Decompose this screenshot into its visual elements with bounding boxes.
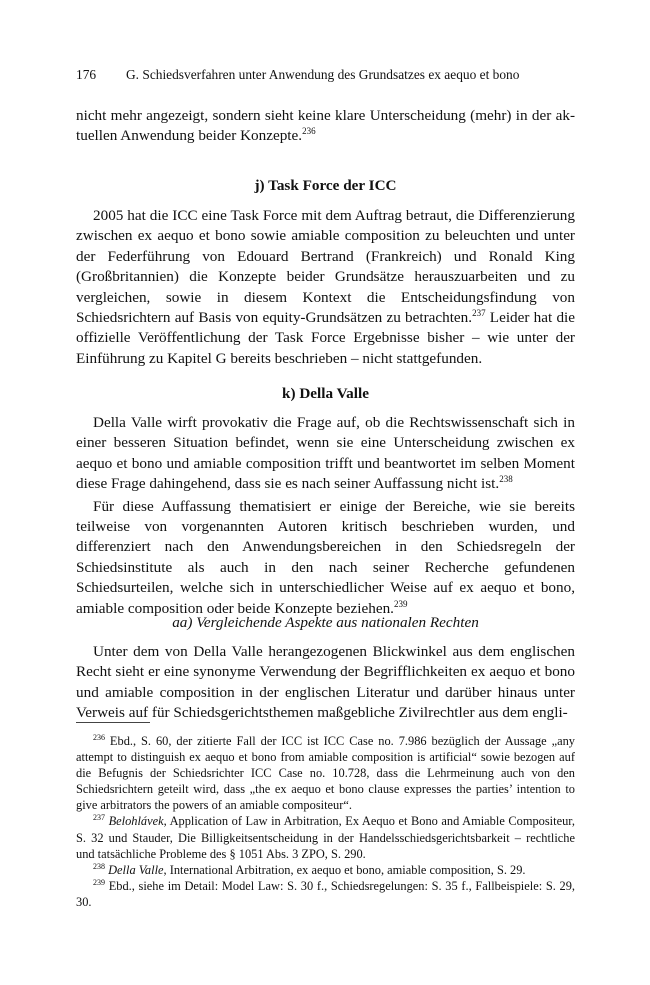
- section-j-text-continued: Leider hat die offizielle Veröffentlichung der Task Force Ergebnisse bisher – wie unter der Einführung zu Kapitel G bereits beschrieben – nicht stattgefunden.: [76, 309, 575, 367]
- section-aa: [76, 613, 575, 633]
- section-aa-heading: aa) Vergleichende Aspekte aus nationalen Rechten: [172, 614, 479, 631]
- footnote-text: Ebd., S. 60, der zitierte Fall der ICC ist ICC Case no. 7.986 bezüglich der Aussage „any attempt to distinguish ex aequo et bono from amiable composition is artificial“ sowie bezogen auf die Befugnis der Schiedsrichter ICC Case no. 10.728, dass die Lehrmeinung auch von den Schiedsrichtern geteilt wird, dass „the ex aequo et bono clause expresses the parties’ intention to give arbitrators the powers of an amiable compositeur“.: [76, 734, 575, 813]
- intro-paragraph-block: [76, 106, 575, 147]
- section-j-body: [76, 206, 575, 369]
- footnote-text: , International Arbitration, ex aequo et bono, amiable composition, S. 29.: [163, 862, 526, 877]
- footnote-author: Belohlávek: [108, 814, 164, 829]
- footnote-number: 237: [93, 813, 105, 823]
- footnote-number: 239: [93, 877, 105, 887]
- footnote-ref-237: 237: [472, 308, 486, 319]
- section-j-paragraph: [76, 206, 575, 369]
- section-k-paragraph-1: [76, 413, 575, 495]
- footnote-236: [76, 733, 575, 813]
- footnote-author: Della Valle: [108, 862, 164, 877]
- section-k-body: [76, 413, 575, 619]
- footnote-text: Ebd., siehe im Detail: Model Law: S. 30 f., Schiedsregelungen: S. 35 f., Fallbeispiele: S. 29, 30.: [76, 878, 575, 909]
- footnote-ref-239: 239: [393, 598, 408, 609]
- section-k: [76, 384, 575, 404]
- section-j-text: 2005 hat die ICC eine Task Force mit dem Auftrag betraut, die Differenzierung zwischen ex aequo et bono sowie amiable composition zu beleuchten und unter der Federführung von Edouard Bertrand (Frankreich) und Ronald King (Großbritannien) die Konzepte beider Grundsätze herauszuarbeiten und zu vergleichen, sowie in diesem Kontext die Entscheidungsfindung von Schiedsrichtern auf Basis von equity-Grundsätzen zu betrachten.: [76, 207, 575, 327]
- footnotes: [76, 733, 575, 910]
- section-aa-body: [76, 642, 575, 724]
- footnote-number: 238: [93, 861, 105, 871]
- footnote-237: [76, 813, 575, 861]
- intro-paragraph: [76, 106, 575, 147]
- footnote-text: , Application of Law in Arbitration, Ex Aequo et Bono and Amiable Compositeur, S. 32 und Stauder, Die Billigkeitsentscheidung in der Handelsschiedsgerichtsbarkeit – rechtliche und tatsächliche Probleme des § 1051 Abs. 3 ZPO, S. 290.: [76, 814, 575, 861]
- intro-text: nicht mehr angezeigt, sondern sieht keine klare Unterscheidung (mehr) in der aktuellen Anwendung beider Konzepte.: [76, 107, 575, 145]
- footnote-separator: [76, 722, 150, 723]
- section-k-heading: k) Della Valle: [282, 385, 369, 402]
- footnote-238: [76, 862, 575, 878]
- footnote-ref-238: 238: [499, 474, 513, 485]
- footnote-239: [76, 878, 575, 910]
- section-j-heading: j) Task Force der ICC: [254, 177, 397, 194]
- section-k-p1-text: Della Valle wirft provokativ die Frage auf, ob die Rechtswissenschaft sich in einer besseren Situation befindet, wenn sie eine Unterscheidung zwischen ex aequo et bono und amiable composition trifft und beantwortet im selben Moment diese Frage dahingehend, dass sie es nach seiner Auffassung nicht ist.: [76, 414, 575, 493]
- running-header: [76, 66, 575, 84]
- section-k-p2-text: Für diese Auffassung thematisiert er einige der Bereiche, wie sie bereits teilweise von vorgenannten Autoren kritisch beschrieben wurden, und differenziert nach den Anwendungsbereichen in den Schiedsregeln der Schiedsinstitute als auch in den nach seiner Recherche gefundenen Schiedsurteilen, welche sich in unterschiedlicher Weise auf ex aequo et bono, amiable composition oder beide Konzepte beziehen.: [76, 497, 575, 617]
- section-j: [76, 176, 575, 196]
- page-number: 176: [76, 67, 97, 82]
- footnote-number: 236: [93, 733, 105, 742]
- footnote-ref-236: 236: [302, 126, 316, 137]
- section-k-paragraph-2: [76, 497, 575, 619]
- section-aa-paragraph: Unter dem von Della Valle herangezogenen Blickwinkel aus dem englischen Recht sieht er eine synonyme Verwendung der Begrifflichkeiten ex aequo et bono und amiable composition in der englischen Literatur und darüber hinaus unter Verweis auf für Schiedsgerichtsthemen maßgebliche Zivilrechtler aus dem engli-: [76, 643, 575, 722]
- running-title: G. Schiedsverfahren unter Anwendung des Grundsatzes ex aequo et bono: [126, 67, 520, 82]
